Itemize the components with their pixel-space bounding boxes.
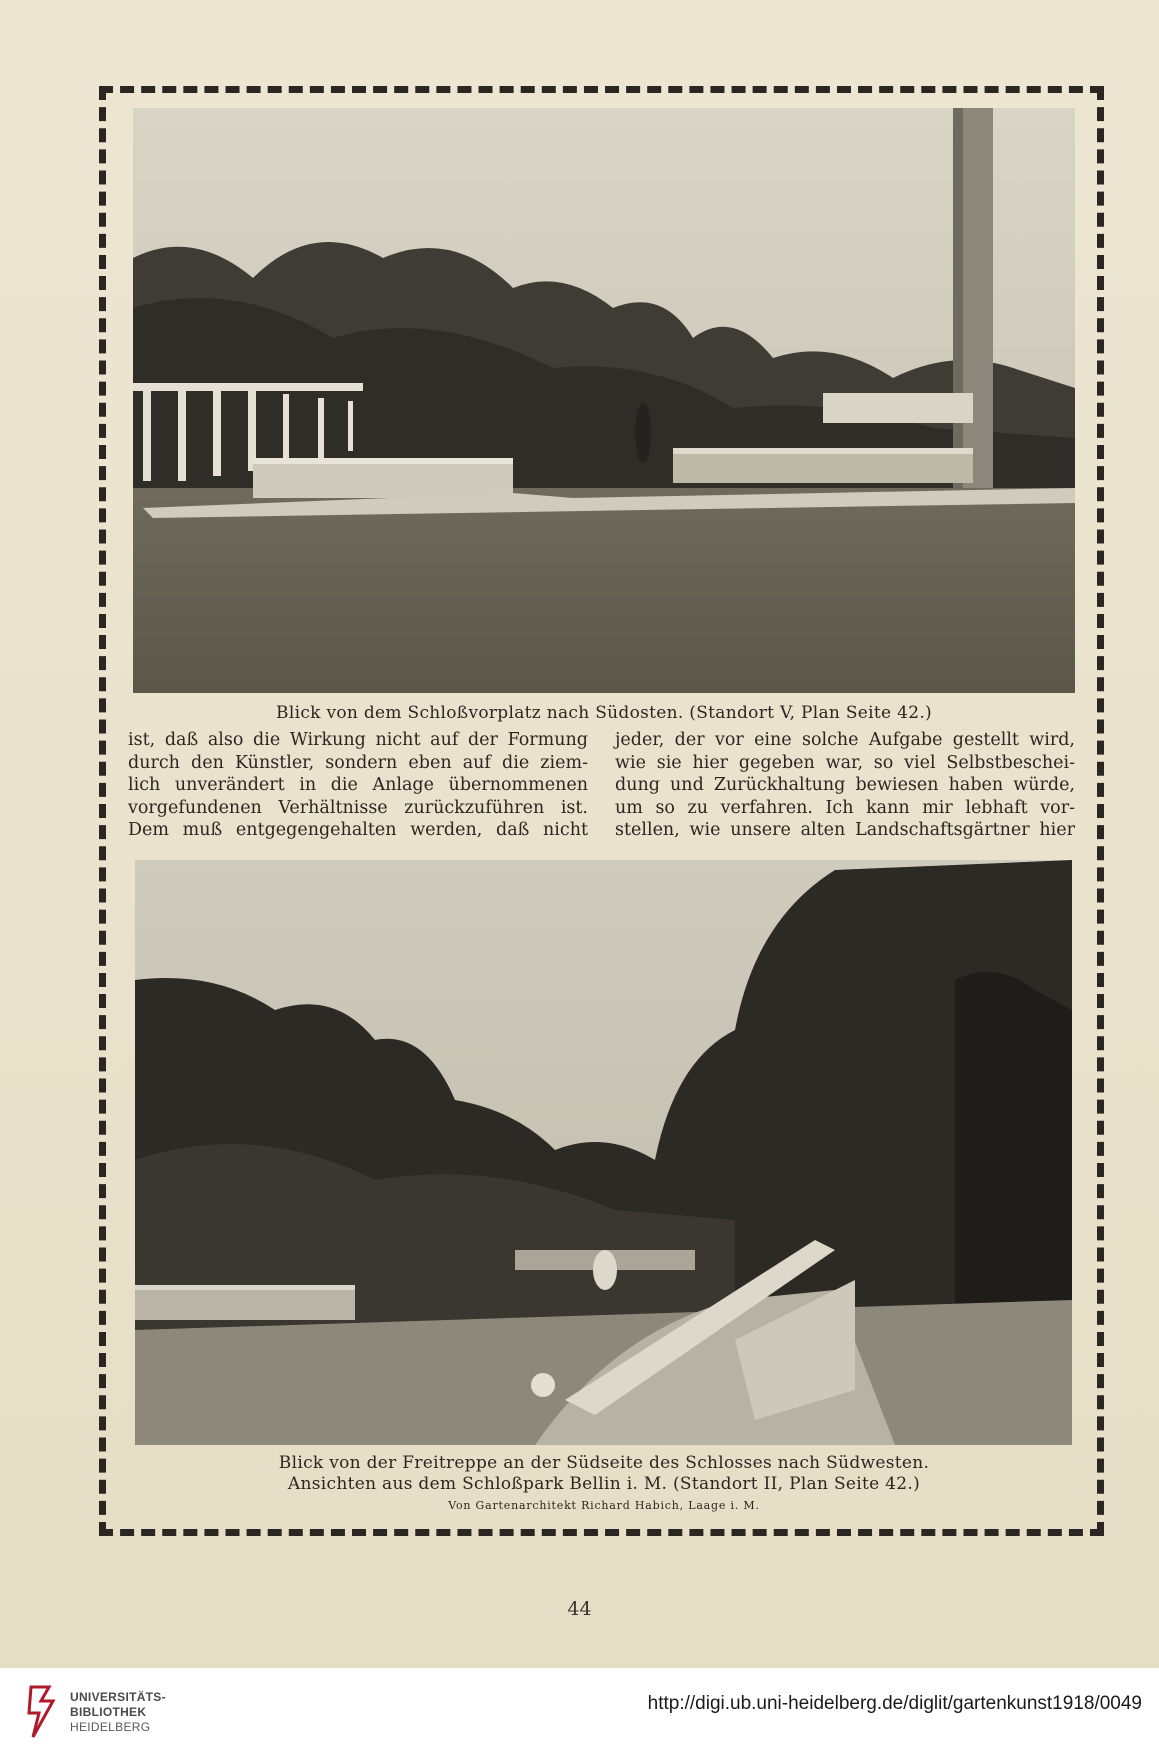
permalink-url[interactable]: http://digi.ub.uni-heidelberg.de/diglit/gartenkunst1918/0049 [647, 1693, 1142, 1714]
library-name-line1: UNIVERSITÄTS- [70, 1690, 166, 1704]
library-name-line3: HEIDELBERG [70, 1720, 151, 1734]
caption-bottom-line1: Blick von der Freitreppe an der Südseite des Schlosses nach Südwesten. [278, 1453, 930, 1473]
photo-freitreppe [135, 860, 1072, 1445]
photo-schlossvorplatz [133, 108, 1075, 693]
page-number: 44 [567, 1598, 592, 1620]
text-column-right [615, 729, 1075, 842]
text-line: Dem muß entgegengehalten werden, daß nicht [128, 820, 588, 840]
text-line: durch den Künstler, sondern eben auf die ziem- [128, 752, 588, 773]
text-line: lich unverändert in die Anlage übernommenen [128, 775, 588, 795]
text-line: um so zu verfahren. Ich kann mir lebhaft vor- [615, 797, 1075, 818]
text-line: ist, daß also die Wirkung nicht auf der Formung [128, 730, 588, 750]
library-name-line2: BIBLIOTHEK [70, 1705, 147, 1719]
text-line: wie sie hier gegeben war, so viel Selbstbeschei- [615, 752, 1075, 773]
text-line: jeder, der vor eine solche Aufgabe gestellt wird, [615, 730, 1075, 750]
text-line: stellen, wie unsere alten Landschaftsgärtner hier [615, 820, 1075, 840]
text-line: dung und Zurückhaltung bewiesen haben würde, [615, 775, 1075, 795]
caption-bottom-line2: Ansichten aus dem Schloßpark Bellin i. M. (Standort II, Plan Seite 42.) [287, 1474, 921, 1494]
text-line: vorgefundenen Verhältnisse zurückzuführen ist. [128, 797, 588, 818]
digitization-footer [0, 1668, 1159, 1753]
text-column-left [128, 729, 588, 842]
library-logo-icon [27, 1683, 59, 1741]
caption-top-photo: Blick von dem Schloßvorplatz nach Südosten. (Standort V, Plan Seite 42.) [276, 703, 932, 723]
photo-credit: Von Gartenarchitekt Richard Habich, Laage i. M. [448, 1499, 760, 1512]
